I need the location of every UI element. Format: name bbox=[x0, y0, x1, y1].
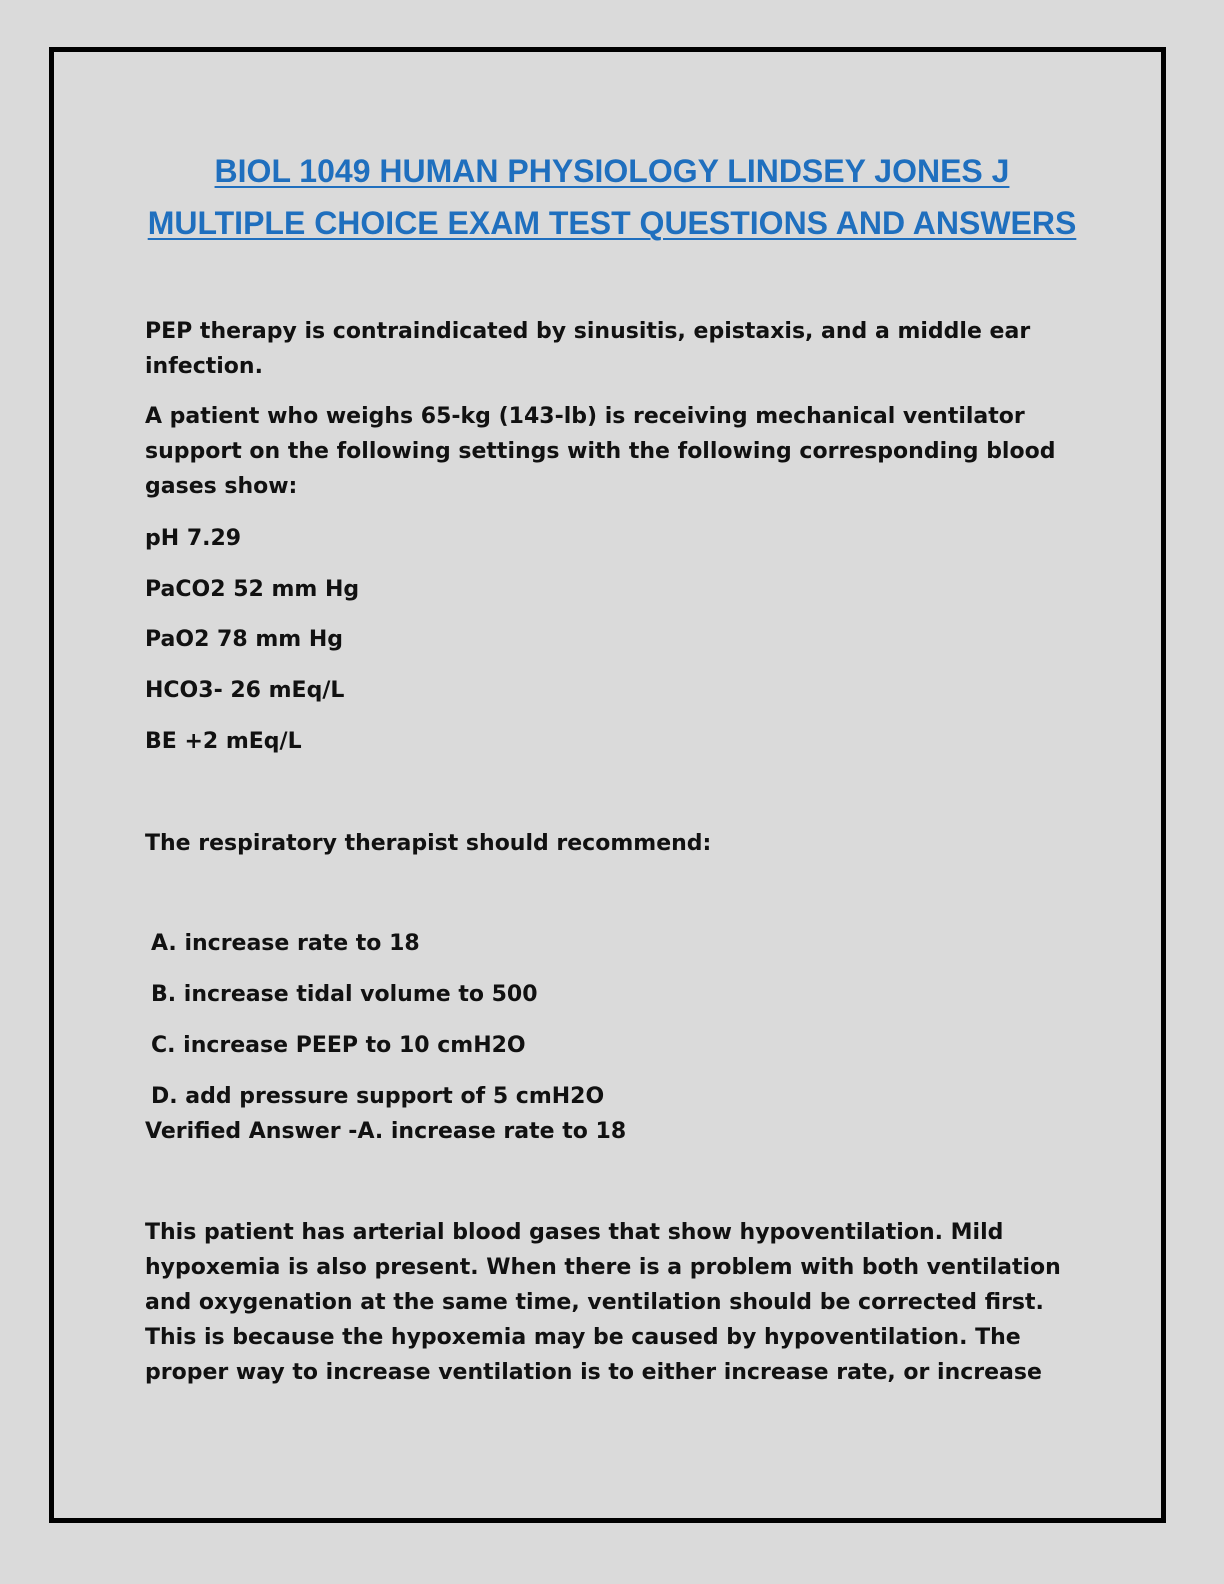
option-a: A. increase rate to 18 bbox=[151, 931, 420, 956]
option-b: B. increase tidal volume to 500 bbox=[151, 982, 538, 1007]
document-title: BIOL 1049 HUMAN PHYSIOLOGY LINDSEY JONES J MULTIPLE CHOICE EXAM TEST QUESTIONS AND ANSWERS bbox=[147, 153, 1077, 241]
option-c: C. increase PEEP to 10 cmH2O bbox=[151, 1033, 526, 1058]
blood-gas-be: BE +2 mEq/L bbox=[145, 729, 302, 754]
question-prompt: The respiratory therapist should recommend: bbox=[145, 831, 712, 856]
answer-explanation: This patient has arterial blood gases that show hypoventilation. Mild hypoxemia is also present. When there is a problem with both ventilation and oxygenation at the same time, ventilation should be corrected first. This is because the hypoxemia may be caused by hypoventilation. The proper way to increase ventilation is to either increase rate, or increase bbox=[145, 1220, 1061, 1385]
verified-answer: Verified Answer -A. increase rate to 18 bbox=[145, 1119, 627, 1144]
blood-gas-ph: pH 7.29 bbox=[145, 526, 242, 551]
blood-gas-pao2: PaO2 78 mm Hg bbox=[145, 627, 343, 652]
blood-gas-paco2: PaCO2 52 mm Hg bbox=[145, 577, 360, 602]
blood-gas-hco3: HCO3- 26 mEq/L bbox=[145, 678, 345, 703]
intro-statement: PEP therapy is contraindicated by sinusitis, epistaxis, and a middle ear infection. bbox=[145, 319, 1031, 379]
question-text: A patient who weighs 65-kg (143-lb) is receiving mechanical ventilator support on the following settings with the following corresponding blood gases show: bbox=[145, 404, 1056, 499]
option-d: D. add pressure support of 5 cmH2O bbox=[151, 1084, 605, 1109]
